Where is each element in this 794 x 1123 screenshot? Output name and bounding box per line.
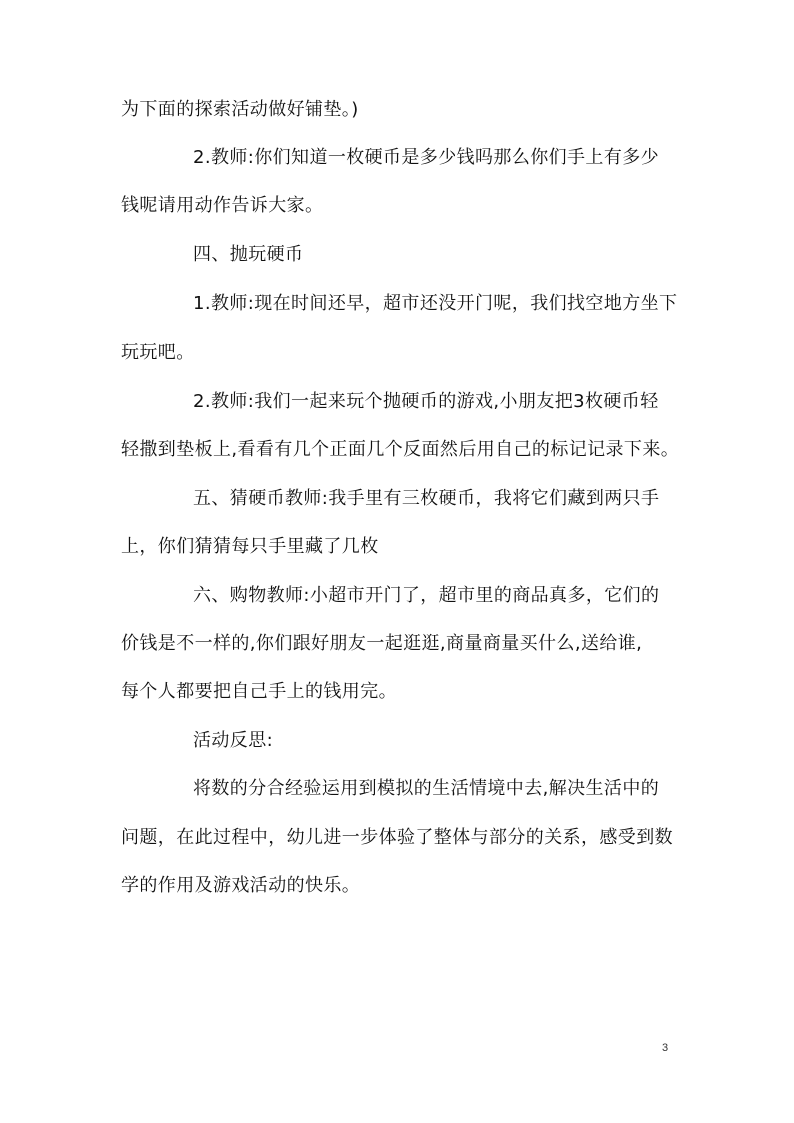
text-line: 2.教师:我们一起来玩个抛硬币的游戏,小朋友把3枚硬币轻 — [193, 391, 659, 412]
text-line: 轻撒到垫板上,看看有几个正面几个反面然后用自己的标记记录下来。 — [121, 439, 680, 460]
text-line: 1.教师:现在时间还早，超市还没开门呢，我们找空地方坐下 — [193, 293, 678, 314]
text-line: 上，你们猜猜每只手里藏了几枚 — [121, 536, 379, 557]
text-line: 学的作用及游戏活动的快乐。 — [121, 875, 361, 896]
section-heading: 四、抛玩硬币 — [193, 244, 304, 265]
page-number: 3 — [662, 1042, 669, 1054]
text-line: 每个人都要把自己手上的钱用完。 — [121, 681, 397, 702]
text-line: 价钱是不一样的,你们跟好朋友一起逛逛,商量商量买什么,送给谁, — [121, 633, 643, 654]
text-line: 将数的分合经验运用到模拟的生活情境中去,解决生活中的 — [193, 778, 660, 799]
section-heading: 活动反思: — [193, 730, 274, 751]
text-line: 钱呢请用动作告诉大家。 — [121, 195, 324, 216]
text-line: 问题，在此过程中，幼儿进一步体验了整体与部分的关系，感受到数 — [121, 827, 673, 848]
text-line: 玩玩吧。 — [121, 342, 195, 363]
text-line: 2.教师:你们知道一枚硬币是多少钱吗那么你们手上有多少 — [193, 147, 660, 168]
text-line: 为下面的探索活动做好铺垫。) — [121, 99, 359, 120]
text-line: 六、购物教师:小超市开门了，超市里的商品真多，它们的 — [193, 585, 660, 606]
text-line: 五、猜硬币教师:我手里有三枚硬币，我将它们藏到两只手 — [193, 488, 660, 509]
